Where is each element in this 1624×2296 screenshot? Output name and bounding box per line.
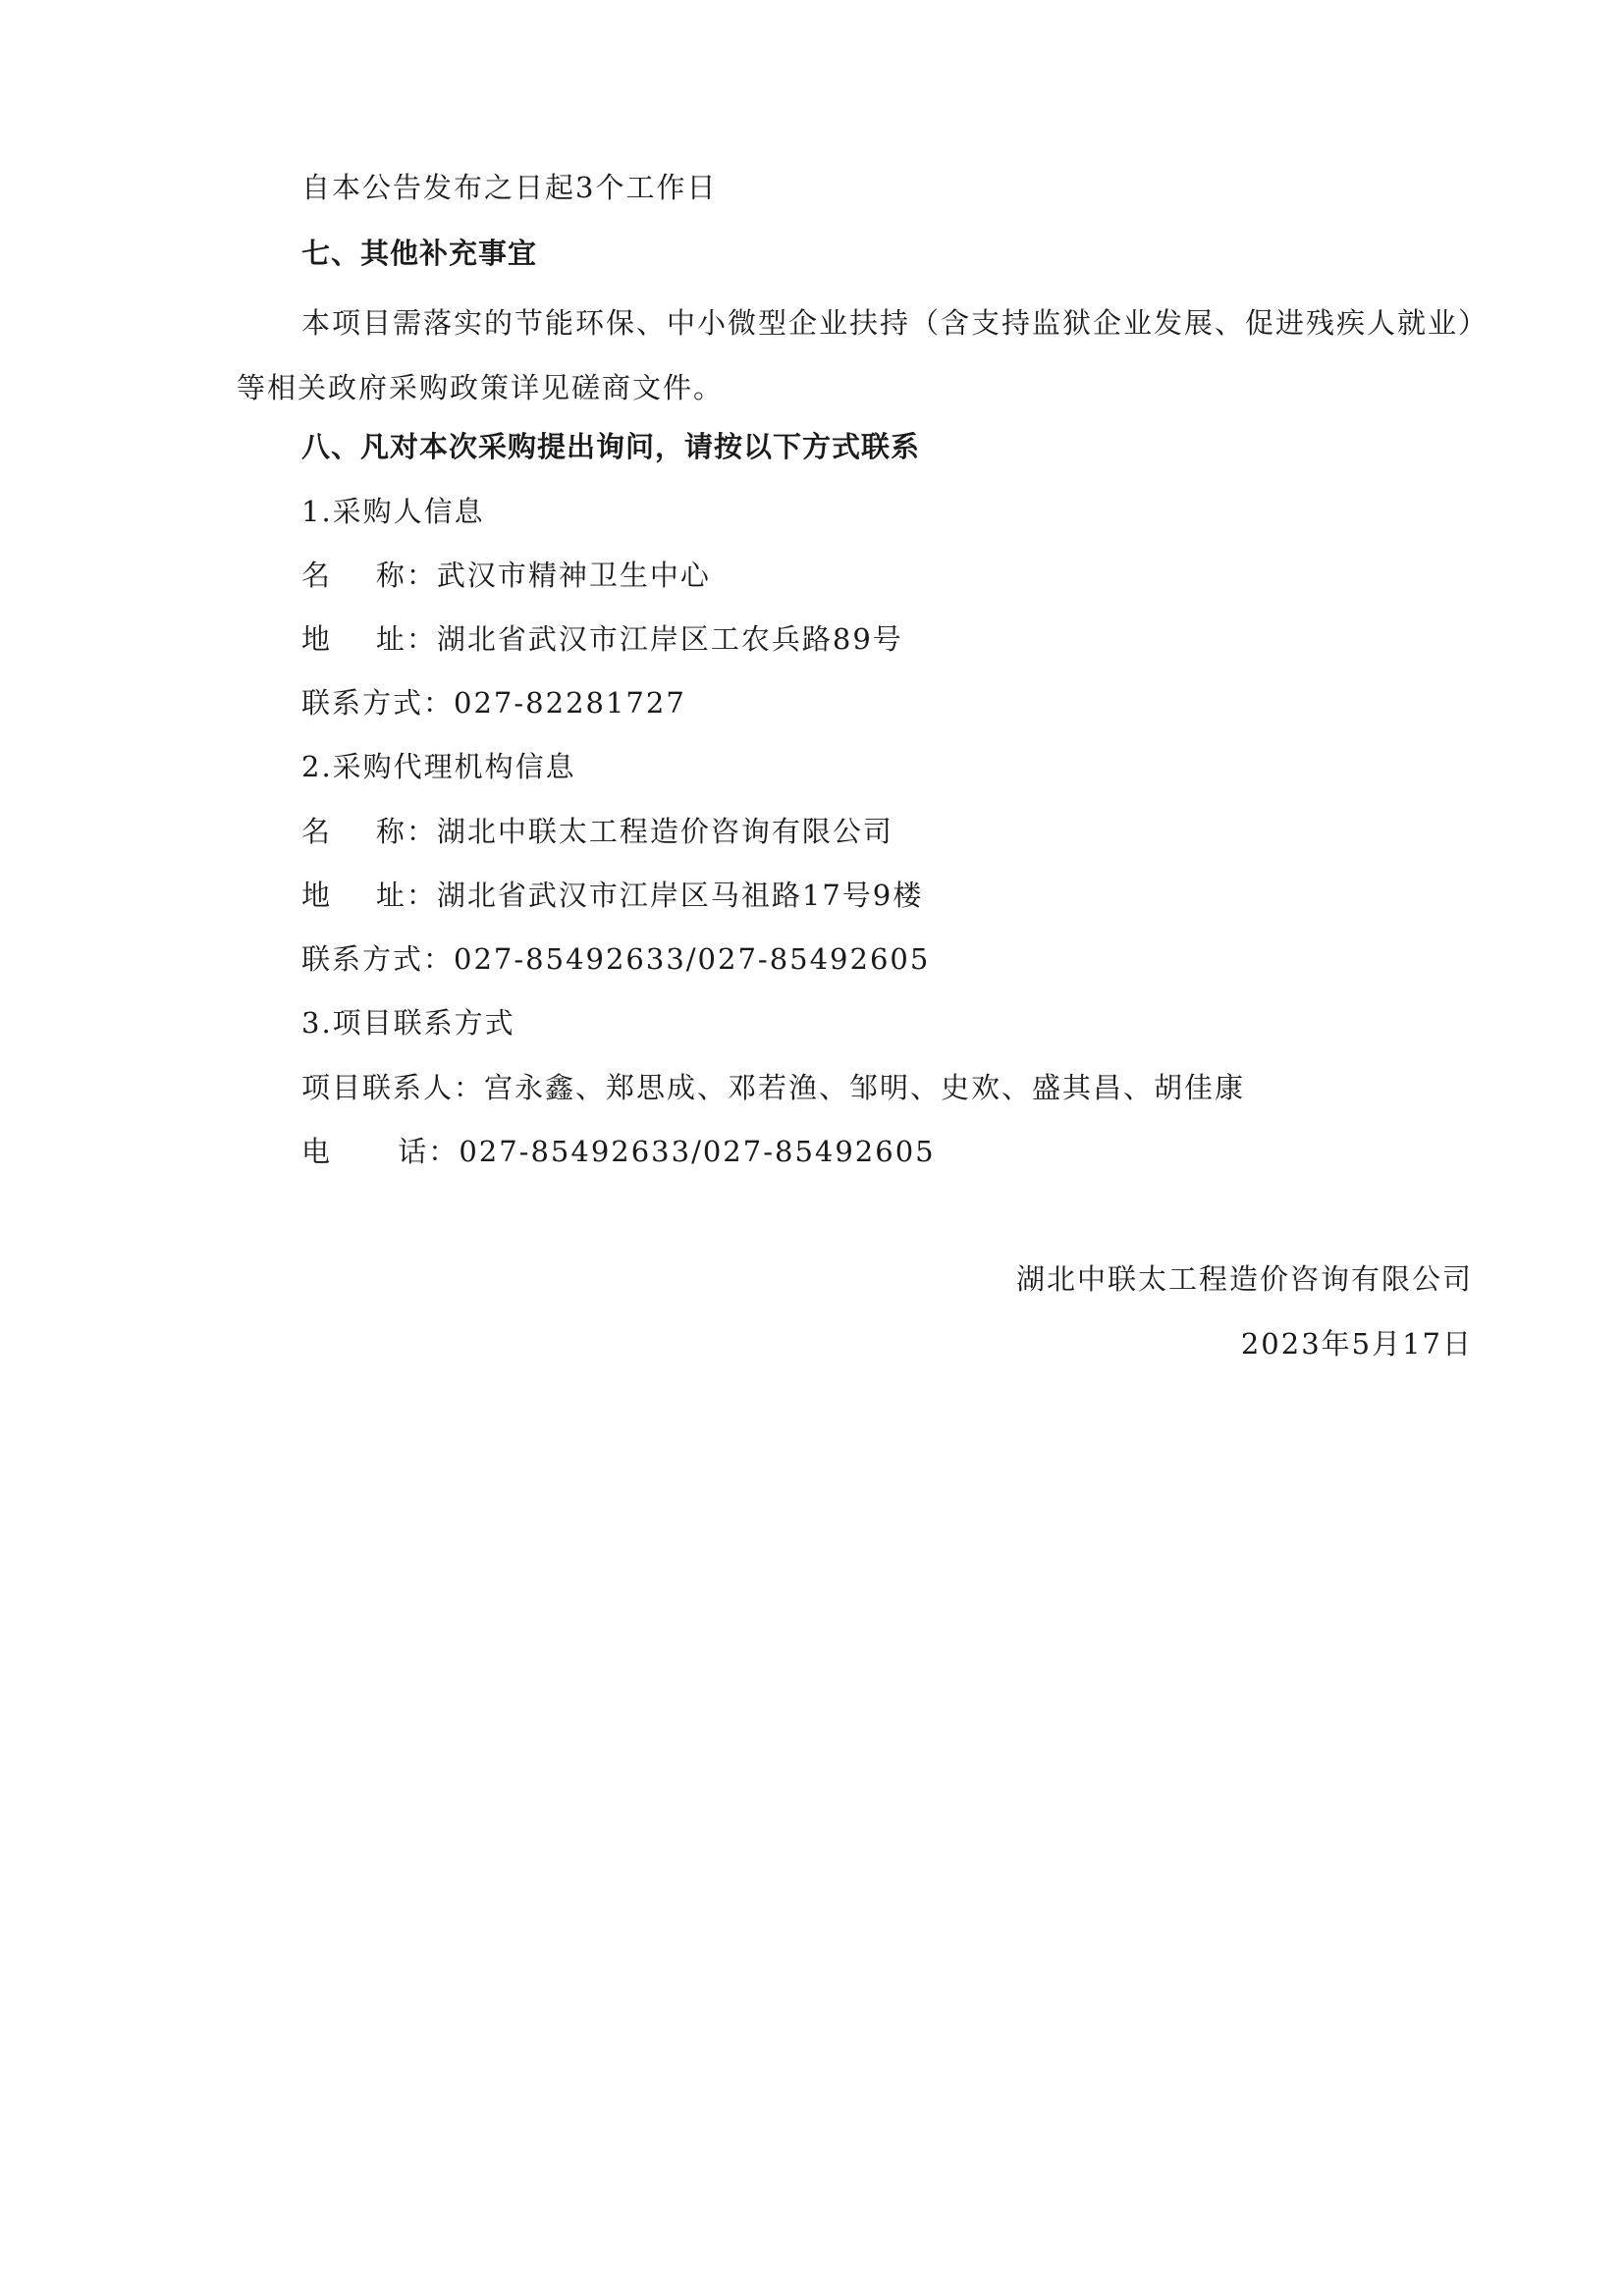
section-7-paragraph <box>237 291 1486 420</box>
agency-name-label: 名 称： <box>301 815 437 848</box>
project-phone-label: 电 话： <box>301 1135 460 1168</box>
agency-name-row <box>301 812 893 851</box>
agency-contact-value: 027-85492633/027-85492605 <box>454 942 931 976</box>
agency-address-value: 湖北省武汉市江岸区马祖路17号9楼 <box>436 879 924 912</box>
agency-name-value: 湖北中联太工程造价咨询有限公司 <box>436 815 893 848</box>
section-7-paragraph-text: 本项目需落实的节能环保、中小微型企业扶持（含支持监狱企业发展、促进残疾人就业）等相关政府采购政策详见磋商文件。 <box>237 306 1475 404</box>
project-phone-row <box>301 1132 936 1171</box>
deadline-text: 自本公告发布之日起3个工作日 <box>301 171 718 204</box>
project-contact-person-row <box>301 1068 1245 1107</box>
agency-contact-row <box>301 939 930 979</box>
project-contact-title-text: 3.项目联系方式 <box>301 1006 515 1040</box>
project-phone-value: 027-85492633/027-85492605 <box>459 1135 936 1168</box>
purchaser-info-title <box>301 492 485 531</box>
purchaser-contact-row <box>301 683 686 722</box>
agency-address-row <box>301 876 923 915</box>
agency-info-title-text: 2.采购代理机构信息 <box>301 750 576 783</box>
signature-date <box>1241 1324 1473 1363</box>
section-8-heading-text: 八、凡对本次采购提出询问，请按以下方式联系 <box>301 430 921 463</box>
signature-date-text: 2023年5月17日 <box>1240 1327 1473 1361</box>
agency-info-title <box>301 747 576 786</box>
section-8-heading <box>301 427 920 466</box>
section-7-heading-text: 七、其他补充事宜 <box>301 237 538 270</box>
purchaser-contact-label: 联系方式： <box>301 686 455 720</box>
purchaser-contact-value: 027-82281727 <box>454 686 686 720</box>
purchaser-info-title-text: 1.采购人信息 <box>301 495 485 528</box>
signature-organization <box>1016 1259 1473 1299</box>
project-contact-person-label: 项目联系人： <box>301 1071 485 1104</box>
agency-contact-label: 联系方式： <box>301 942 455 976</box>
purchaser-name-row <box>301 556 711 595</box>
purchaser-name-value: 武汉市精神卫生中心 <box>436 559 711 592</box>
project-contact-title <box>301 1003 515 1042</box>
signature-organization-text: 湖北中联太工程造价咨询有限公司 <box>1015 1262 1473 1296</box>
section-7-heading <box>301 234 537 273</box>
purchaser-name-label: 名 称： <box>301 559 437 592</box>
deadline-line <box>301 168 717 207</box>
purchaser-address-row <box>301 619 903 659</box>
agency-address-label: 地 址： <box>301 879 437 912</box>
purchaser-address-label: 地 址： <box>301 622 437 656</box>
project-contact-person-value: 宫永鑫、郑思成、邓若渔、邹明、史欢、盛其昌、胡佳康 <box>484 1071 1246 1104</box>
purchaser-address-value: 湖北省武汉市江岸区工农兵路89号 <box>436 622 903 656</box>
